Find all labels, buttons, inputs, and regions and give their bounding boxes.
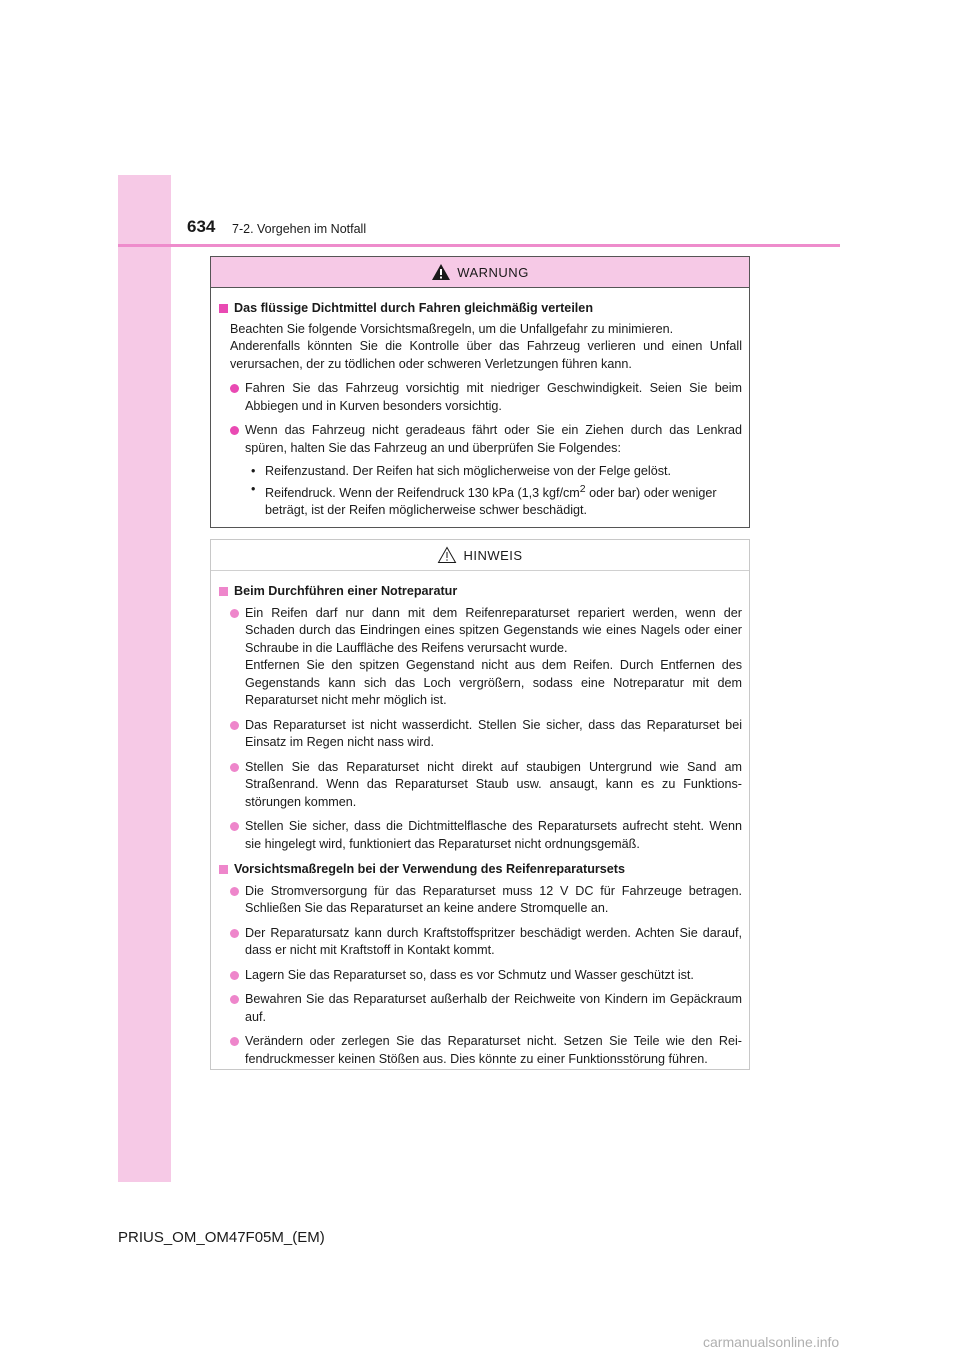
note-bullet (219, 1033, 742, 1068)
page-number: 634 (187, 217, 216, 236)
warning-triangle-icon (431, 263, 451, 281)
note-box (210, 539, 750, 1070)
circle-bullet-icon (230, 822, 239, 831)
circle-bullet-icon (230, 1037, 239, 1046)
note-bullet (219, 991, 742, 1026)
note-section-head (219, 861, 742, 879)
note-section-title: Vorsichtsmaßregeln bei der Verwendung des Reifenreparatursets (234, 862, 625, 876)
warning-bullet (219, 422, 742, 457)
note-body (211, 571, 749, 1068)
warning-intro-line: Beachten Sie folgende Vorsichtsmaßregeln, um die Unfallgefahr zu minimieren. (230, 321, 674, 336)
square-bullet-icon (219, 865, 228, 874)
circle-bullet-icon (230, 763, 239, 772)
note-bullet-line: Stellen Sie das Reparaturset nicht direkt auf staubigen Untergrund wie Sand am Straßenrand. Wenn das Reparaturset Staub usw. ansaugt, kann es zu Funktions-störungen kommen. (245, 759, 742, 809)
sub-item-mark: • (251, 464, 256, 478)
note-bullet-line: Die Stromversorgung für das Reparaturset muss 12 V DC für Fahrzeuge betragen. Schließen Sie das Reparaturset an keine andere Stromquelle an. (245, 883, 742, 915)
note-bullet (219, 759, 742, 812)
warning-box (210, 256, 750, 528)
square-bullet-icon (219, 587, 228, 596)
circle-bullet-icon (230, 426, 239, 435)
note-bullet (219, 717, 742, 752)
note-bullet-text (245, 925, 742, 960)
note-bullet-line: Das Reparaturset ist nicht wasserdicht. Stellen Sie sicher, dass das Reparaturset bei Einsatz im Regen nicht nass wird. (245, 717, 742, 749)
note-bullet-text (245, 717, 742, 752)
note-box-header (211, 540, 749, 571)
warning-body (211, 288, 749, 520)
warning-title: WARNUNG (457, 264, 529, 280)
note-bullet-line: Stellen Sie sicher, dass die Dichtmittelflasche des Reparatursets aufrecht steht. Wenn sie hingelegt wird, funktioniert das Reparaturset nicht ordnungsgemäß. (245, 819, 742, 851)
note-bullet (219, 605, 742, 710)
note-bullet-text (245, 991, 742, 1026)
note-bullet (219, 967, 742, 985)
warning-intro (219, 321, 742, 374)
note-bullet-text (245, 605, 742, 710)
note-bullet-line: Der Reparatursatz kann durch Kraftstoffspritzer beschädigt werden. Achten Sie darauf, dass er nicht mit Kraftstoff in Kontakt kommt. (245, 925, 742, 957)
sub-item-text: Reifenzustand. Der Reifen hat sich möglicherweise von der Felge gelöst. (265, 464, 672, 478)
note-bullet-line: Bewahren Sie das Reparaturset außerhalb der Reichweite von Kindern im Gepäckraum auf. (245, 992, 742, 1024)
note-section (219, 583, 742, 853)
note-bullet (219, 925, 742, 960)
warning-sub-item (251, 481, 742, 520)
circle-bullet-icon (230, 721, 239, 730)
note-bullet-text (245, 883, 742, 918)
circle-bullet-icon (230, 609, 239, 618)
warning-sub-list (219, 463, 742, 520)
warning-section-title: Das flüssige Dichtmittel durch Fahren gleichmäßig verteilen (234, 301, 594, 315)
sub-item-text-before: Reifendruck. Wenn der Reifendruck 130 kPa (1,3 kgf/cm (265, 485, 580, 500)
note-bullet-text (245, 967, 742, 985)
note-bullet-text (245, 1033, 742, 1068)
section-title: 7-2. Vorgehen im Notfall (232, 222, 367, 236)
circle-bullet-icon (230, 887, 239, 896)
warning-box-header (211, 257, 749, 288)
warning-intro-line: Anderenfalls könnten Sie die Kontrolle über das Fahrzeug verlieren und einen Unfall verursachen, der zu tödlichen oder schweren Verletzungen führen kann. (230, 339, 742, 371)
warning-section-head (219, 300, 742, 318)
note-bullet-text (245, 818, 742, 853)
note-bullet-text (245, 759, 742, 812)
note-bullet (219, 818, 742, 853)
note-section-head (219, 583, 742, 601)
circle-bullet-icon (230, 929, 239, 938)
circle-bullet-icon (230, 971, 239, 980)
superscript: 2 (579, 482, 586, 495)
note-title: HINWEIS (463, 547, 523, 563)
note-section (219, 861, 742, 1068)
sub-item-text-after: oder bar) oder weniger beträgt, ist der Reifen möglicherweise schwer beschädigt. (265, 485, 717, 518)
document-code: PRIUS_OM_OM47F05M_(EM) (118, 1229, 325, 1246)
note-bullet-line: Ein Reifen darf nur dann mit dem Reifenreparaturset repariert werden, wenn der Schaden durch das Eindringen eines spitzen Gegenstands wie eines Nagels oder einer Schraube in die Lauffläche des Reifens verursacht wurde. (245, 605, 742, 655)
note-bullet (219, 883, 742, 918)
square-bullet-icon (219, 304, 228, 313)
sub-item-mark: • (251, 481, 256, 496)
warning-sub-item (251, 463, 742, 481)
note-bullet-line: Verändern oder zerlegen Sie das Reparaturset nicht. Setzen Sie Teile wie den Rei-fendruckmesser keinen Stößen aus. Dies könnte zu einer Funktionsstörung führen. (245, 1034, 742, 1066)
warning-bullet (219, 380, 742, 415)
watermark: carmanualsonline.info (703, 1334, 840, 1350)
note-bullet-line: Entfernen Sie den spitzen Gegenstand nicht aus dem Reifen. Durch Entfernen des Gegenstands kann sich das Loch vergrößern, sodass eine Notreparatur mit dem Reparaturset nicht mehr möglich ist. (245, 658, 742, 707)
circle-bullet-icon (230, 384, 239, 393)
sub-item-text (265, 481, 742, 520)
chapter-sidebar-tab (118, 175, 171, 1182)
note-bullet-line: Lagern Sie das Reparaturset so, dass es vor Schmutz und Wasser geschützt ist. (245, 967, 694, 982)
note-section-title: Beim Durchführen einer Notreparatur (234, 584, 458, 598)
circle-bullet-icon (230, 995, 239, 1004)
warning-bullet-text: Fahren Sie das Fahrzeug vorsichtig mit niedriger Geschwindigkeit. Seien Sie beim Abbiegen und in Kurven besonders vorsichtig. (245, 381, 742, 413)
caution-outline-icon (437, 546, 457, 564)
header-rule (118, 244, 840, 247)
warning-bullet-text: Wenn das Fahrzeug nicht geradeaus fährt oder Sie ein Ziehen durch das Lenkrad spüren, halten Sie das Fahrzeug an und überprüfen Sie Folgendes: (245, 423, 742, 455)
